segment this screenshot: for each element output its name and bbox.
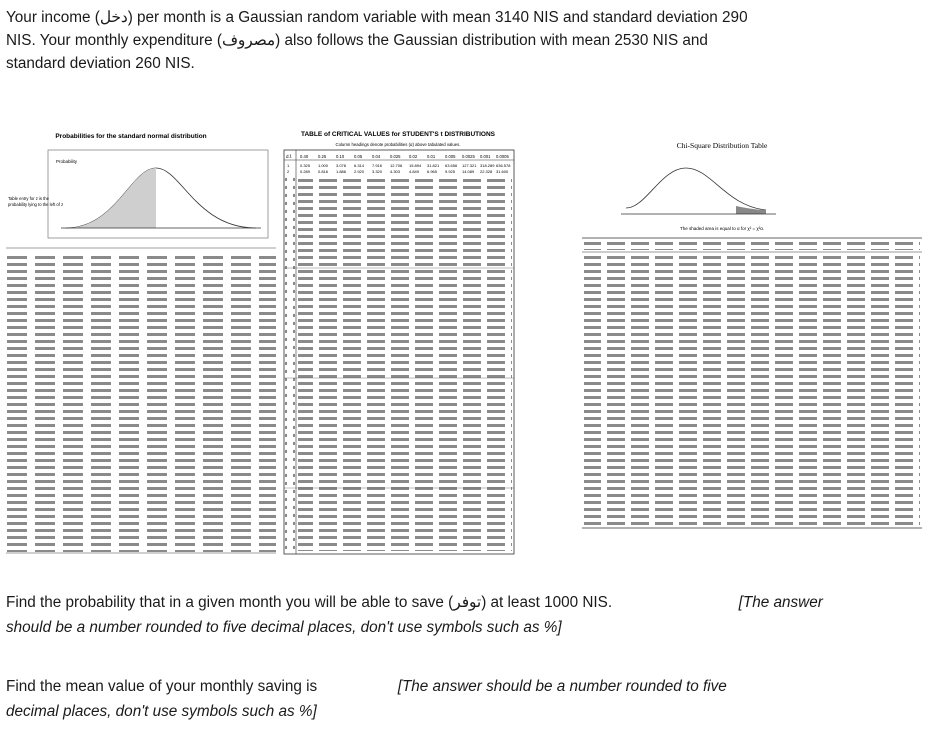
question-1-note-a: [The answer <box>738 594 823 611</box>
question-2-text: Find the mean value of your monthly saving is <box>6 678 318 695</box>
answer-2-input[interactable] <box>325 668 389 691</box>
problem-line-2: NIS. Your monthly expenditure (مصروف) also follows the Gaussian distribution with mean 2530 NIS and <box>6 32 708 49</box>
problem-line-1: Your income (دخل) per month is a Gaussian random variable with mean 3140 NIS and standard deviation 290 <box>6 9 748 26</box>
svg-text:2.920: 2.920 <box>354 169 365 174</box>
svg-text:0.40: 0.40 <box>300 154 309 159</box>
chi-square-table <box>582 141 922 528</box>
question-1 <box>6 584 922 640</box>
svg-text:636.578: 636.578 <box>496 163 511 168</box>
svg-text:0.02: 0.02 <box>409 154 418 159</box>
svg-text:1.000: 1.000 <box>318 163 329 168</box>
svg-text:22.328: 22.328 <box>480 169 493 174</box>
svg-text:0.05: 0.05 <box>354 154 363 159</box>
svg-text:3.320: 3.320 <box>372 169 383 174</box>
svg-text:0.01: 0.01 <box>427 154 436 159</box>
svg-text:127.321: 127.321 <box>462 163 477 168</box>
question-1-note-b: should be a number rounded to five decimal places, don't use symbols such as %] <box>6 619 562 636</box>
normal-table <box>6 133 276 553</box>
svg-text:4.849: 4.849 <box>409 169 420 174</box>
svg-text:31.600: 31.600 <box>496 169 509 174</box>
svg-text:0.025: 0.025 <box>390 154 401 159</box>
svg-text:63.656: 63.656 <box>445 163 458 168</box>
problem-statement <box>6 6 922 75</box>
t-table-subtitle: Column headings denote probabilities (α) above tabulated values. <box>335 142 461 147</box>
svg-text:0.005: 0.005 <box>445 154 456 159</box>
svg-text:3.078: 3.078 <box>336 163 347 168</box>
statistical-tables-image <box>6 128 922 558</box>
svg-text:12.706: 12.706 <box>390 163 403 168</box>
t-df-label: d.f. <box>286 154 293 159</box>
svg-text:0.289: 0.289 <box>300 169 311 174</box>
normal-curve-label: Probability <box>56 159 78 164</box>
svg-text:7.916: 7.916 <box>372 163 383 168</box>
question-2-note-b: decimal places, don't use symbols such as %] <box>6 703 317 720</box>
svg-text:15.894: 15.894 <box>409 163 422 168</box>
svg-text:4.303: 4.303 <box>390 169 401 174</box>
svg-text:0.0025: 0.0025 <box>462 154 475 159</box>
svg-text:0.04: 0.04 <box>372 154 381 159</box>
normal-table-title: Probabilities for the standard normal distribution <box>55 133 207 140</box>
normal-side-note-2: probability lying to the left of z <box>8 202 64 207</box>
question-1-text: Find the probability that in a given month you will be able to save (توفر) at least 1000 NIS. <box>6 594 613 611</box>
question-2 <box>6 668 922 724</box>
chi-table-caption: The shaded area is equal to α for χ² = χ²α. <box>679 226 765 231</box>
problem-line-3: standard deviation 260 NIS. <box>6 55 195 72</box>
svg-text:1.886: 1.886 <box>336 169 347 174</box>
svg-text:0.325: 0.325 <box>300 163 311 168</box>
svg-text:0.816: 0.816 <box>318 169 329 174</box>
svg-text:318.289: 318.289 <box>480 163 495 168</box>
svg-text:6.314: 6.314 <box>354 163 365 168</box>
t-table-title: TABLE of CRITICAL VALUES for STUDENT'S t DISTRIBUTIONS <box>300 131 496 138</box>
svg-text:0.25: 0.25 <box>318 154 327 159</box>
chi-table-title: Chi-Square Distribution Table <box>676 141 768 150</box>
svg-text:0.001: 0.001 <box>480 154 491 159</box>
question-2-note-a: [The answer should be a number rounded to five <box>397 678 727 695</box>
svg-text:14.089: 14.089 <box>462 169 475 174</box>
svg-text:0.0005: 0.0005 <box>496 154 509 159</box>
answer-1-input[interactable] <box>620 584 730 607</box>
svg-text:2: 2 <box>287 169 290 174</box>
svg-text:6.965: 6.965 <box>427 169 438 174</box>
svg-text:9.925: 9.925 <box>445 169 456 174</box>
svg-text:1: 1 <box>287 163 290 168</box>
svg-text:31.821: 31.821 <box>427 163 440 168</box>
normal-side-note-1: Table entry for z is the <box>8 196 49 201</box>
svg-text:0.10: 0.10 <box>336 154 345 159</box>
t-table <box>284 131 514 554</box>
